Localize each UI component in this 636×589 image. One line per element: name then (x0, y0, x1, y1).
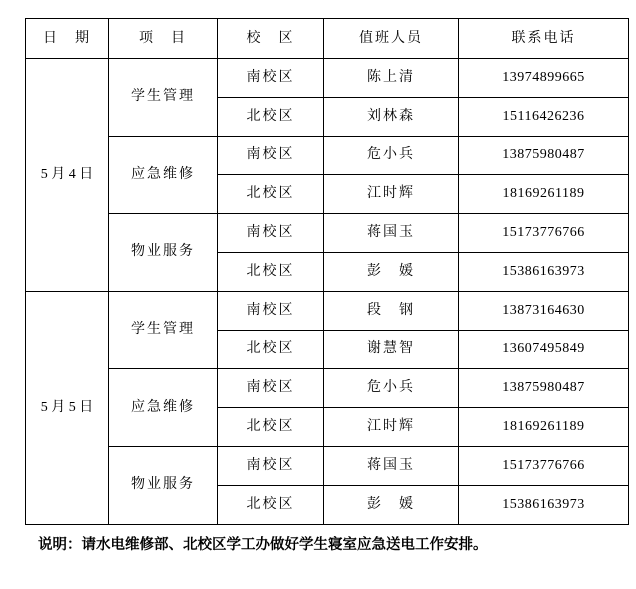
header-phone: 联系电话 (459, 19, 629, 59)
project-cell: 学生管理 (109, 291, 218, 369)
note-text: 说明：请水电维修部、北校区学工办做好学生寝室应急送电工作安排。 (38, 537, 488, 553)
phone-cell: 15173776766 (459, 214, 629, 253)
campus-cell: 北校区 (218, 97, 324, 136)
project-cell: 物业服务 (109, 446, 218, 524)
header-date: 日 期 (26, 19, 109, 59)
project-cell: 学生管理 (109, 59, 218, 137)
campus-cell: 南校区 (218, 291, 324, 330)
project-cell: 应急维修 (109, 136, 218, 214)
person-cell: 段 钢 (324, 291, 459, 330)
person-cell: 彭 媛 (324, 485, 459, 524)
table-row (26, 369, 629, 408)
campus-cell: 南校区 (218, 136, 324, 175)
phone-cell: 13974899665 (459, 59, 629, 98)
table-row (26, 446, 629, 485)
header-project: 项 目 (109, 19, 218, 59)
person-cell: 彭 媛 (324, 252, 459, 291)
header-campus: 校 区 (218, 19, 324, 59)
duty-schedule (25, 18, 629, 525)
phone-cell: 15386163973 (459, 485, 629, 524)
header-row (26, 19, 629, 59)
person-cell: 江时辉 (324, 408, 459, 447)
person-cell: 刘林森 (324, 97, 459, 136)
phone-cell: 18169261189 (459, 175, 629, 214)
table-row (26, 214, 629, 253)
person-cell: 危小兵 (324, 369, 459, 408)
campus-cell: 北校区 (218, 330, 324, 369)
table-row (26, 136, 629, 175)
phone-cell: 15116426236 (459, 97, 629, 136)
phone-cell: 13875980487 (459, 136, 629, 175)
person-cell: 陈上清 (324, 59, 459, 98)
table-row (26, 59, 629, 98)
campus-cell: 南校区 (218, 369, 324, 408)
campus-cell: 北校区 (218, 252, 324, 291)
header-person: 值班人员 (324, 19, 459, 59)
campus-cell: 北校区 (218, 485, 324, 524)
project-cell: 物业服务 (109, 214, 218, 292)
phone-cell: 18169261189 (459, 408, 629, 447)
person-cell: 江时辉 (324, 175, 459, 214)
phone-cell: 15173776766 (459, 446, 629, 485)
phone-cell: 13873164630 (459, 291, 629, 330)
person-cell: 谢慧智 (324, 330, 459, 369)
campus-cell: 北校区 (218, 175, 324, 214)
campus-cell: 北校区 (218, 408, 324, 447)
campus-cell: 南校区 (218, 59, 324, 98)
person-cell: 蒋国玉 (324, 214, 459, 253)
date-cell: 5 月 4 日 (26, 59, 109, 292)
campus-cell: 南校区 (218, 214, 324, 253)
phone-cell: 15386163973 (459, 252, 629, 291)
phone-cell: 13607495849 (459, 330, 629, 369)
project-cell: 应急维修 (109, 369, 218, 447)
duty-schedule-table (25, 18, 629, 525)
person-cell: 危小兵 (324, 136, 459, 175)
date-cell: 5 月 5 日 (26, 291, 109, 524)
phone-cell: 13875980487 (459, 369, 629, 408)
table-row (26, 291, 629, 330)
person-cell: 蒋国玉 (324, 446, 459, 485)
campus-cell: 南校区 (218, 446, 324, 485)
